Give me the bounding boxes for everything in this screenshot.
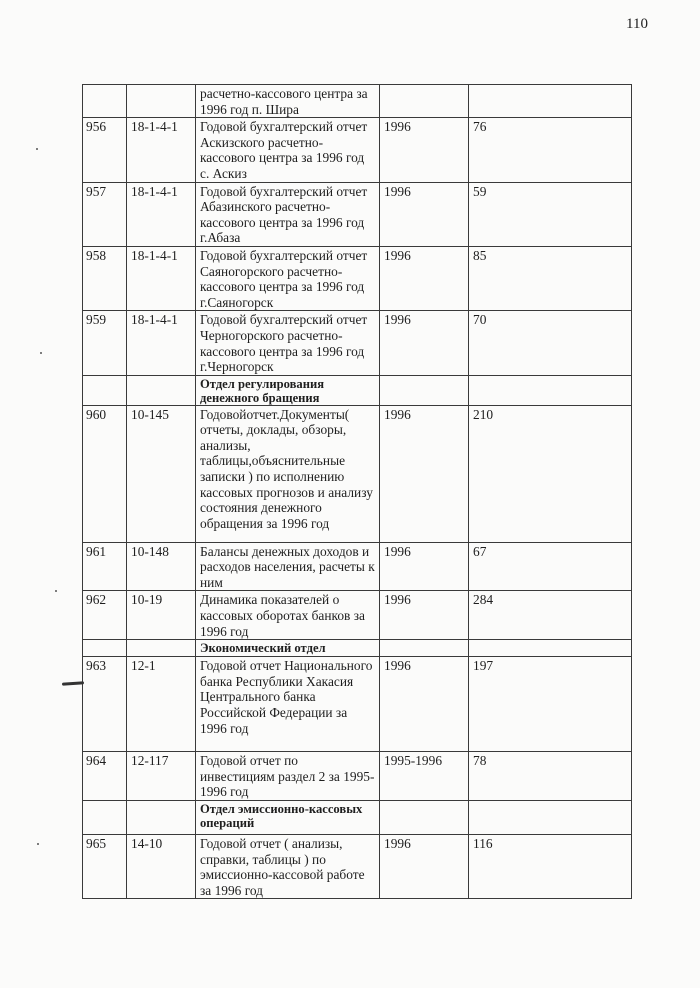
item-number: 959 (83, 311, 127, 375)
item-code: 12-1 (127, 657, 196, 752)
item-code: 18-1-4-1 (127, 182, 196, 246)
item-code: 18-1-4-1 (127, 118, 196, 182)
item-number: 958 (83, 246, 127, 310)
item-year: 1996 (380, 591, 469, 640)
sheets-cell (469, 640, 632, 657)
table-row (83, 182, 632, 246)
table-row (83, 752, 632, 801)
item-year (380, 85, 469, 118)
section-header-row (83, 801, 632, 835)
item-number: 963 (83, 657, 127, 752)
item-title: Годовой бухгалтерский отчет Аскизского расчетно-кассового центра за 1996 год с. Аскиз (196, 118, 380, 182)
item-code: 12-117 (127, 752, 196, 801)
item-year: 1996 (380, 182, 469, 246)
sheets-cell (469, 801, 632, 835)
item-code: 10-145 (127, 405, 196, 542)
item-number: 957 (83, 182, 127, 246)
table-row (83, 657, 632, 752)
item-number: 961 (83, 542, 127, 591)
scan-speck (37, 843, 39, 845)
num-cell (83, 375, 127, 405)
item-number: 964 (83, 752, 127, 801)
page-number: 110 (626, 16, 648, 32)
section-header-row (83, 375, 632, 405)
year-cell (380, 375, 469, 405)
item-sheets: 116 (469, 835, 632, 899)
item-sheets: 76 (469, 118, 632, 182)
scan-mark (62, 681, 84, 686)
table-row (83, 591, 632, 640)
item-sheets: 78 (469, 752, 632, 801)
item-year: 1996 (380, 405, 469, 542)
item-year: 1996 (380, 835, 469, 899)
item-sheets: 284 (469, 591, 632, 640)
item-number: 965 (83, 835, 127, 899)
code-cell (127, 801, 196, 835)
item-year: 1996 (380, 246, 469, 310)
scan-speck (55, 590, 57, 592)
table-row (83, 85, 632, 118)
item-sheets: 59 (469, 182, 632, 246)
item-title: Годовой бухгалтерский отчет Абазинского расчетно-кассового центра за 1996 год г.Абаза (196, 182, 380, 246)
item-title: Годовой бухгалтерский отчет Саяногорского расчетно-кассового центра за 1996 год г.Саяногорск (196, 246, 380, 310)
item-code: 18-1-4-1 (127, 311, 196, 375)
item-year: 1996 (380, 657, 469, 752)
item-year: 1996 (380, 311, 469, 375)
table-row (83, 835, 632, 899)
section-title: Экономический отдел (196, 640, 380, 657)
item-title: Годовой отчет Национального банка Республики Хакасия Центрального банка Российской Федерации за 1996 год (196, 657, 380, 752)
item-number: 962 (83, 591, 127, 640)
section-title: Отдел регулирования денежного бращения (196, 375, 380, 405)
item-year: 1996 (380, 542, 469, 591)
item-number: 956 (83, 118, 127, 182)
sheets-cell (469, 375, 632, 405)
item-title: Годовой отчет по инвестициям раздел 2 за 1995-1996 год (196, 752, 380, 801)
item-sheets (469, 85, 632, 118)
item-code: 14-10 (127, 835, 196, 899)
item-year: 1996 (380, 118, 469, 182)
item-year: 1995-1996 (380, 752, 469, 801)
scan-speck (36, 148, 38, 150)
code-cell (127, 375, 196, 405)
item-sheets: 70 (469, 311, 632, 375)
year-cell (380, 640, 469, 657)
item-code: 18-1-4-1 (127, 246, 196, 310)
item-sheets: 67 (469, 542, 632, 591)
item-code: 10-19 (127, 591, 196, 640)
table-row (83, 405, 632, 542)
year-cell (380, 801, 469, 835)
item-title: Балансы денежных доходов и расходов населения, расчеты к ним (196, 542, 380, 591)
section-header-row (83, 640, 632, 657)
item-title: Годовой отчет ( анализы, справки, таблицы ) по эмиссионно-кассовой работе за 1996 год (196, 835, 380, 899)
item-code (127, 85, 196, 118)
item-title: Годовойотчет.Документы( отчеты, доклады, обзоры, анализы, таблицы,объяснительные записки ) по исполнению кассовых прогнозов и анализу состояния денежного обращения за 1996 год (196, 405, 380, 542)
item-title: расчетно-кассового центра за 1996 год п. Шира (196, 85, 380, 118)
item-number: 960 (83, 405, 127, 542)
table-row (83, 246, 632, 310)
scan-speck (40, 352, 42, 354)
code-cell (127, 640, 196, 657)
table-row (83, 542, 632, 591)
num-cell (83, 640, 127, 657)
item-sheets: 197 (469, 657, 632, 752)
table-row (83, 118, 632, 182)
item-sheets: 85 (469, 246, 632, 310)
archive-inventory-table (82, 84, 632, 899)
item-number (83, 85, 127, 118)
item-code: 10-148 (127, 542, 196, 591)
table-row (83, 311, 632, 375)
item-title: Динамика показателей о кассовых оборотах банков за 1996 год (196, 591, 380, 640)
section-title: Отдел эмиссионно-кассовых операций (196, 801, 380, 835)
num-cell (83, 801, 127, 835)
item-sheets: 210 (469, 405, 632, 542)
item-title: Годовой бухгалтерский отчет Черногорского расчетно-кассового центра за 1996 год г.Черногорск (196, 311, 380, 375)
